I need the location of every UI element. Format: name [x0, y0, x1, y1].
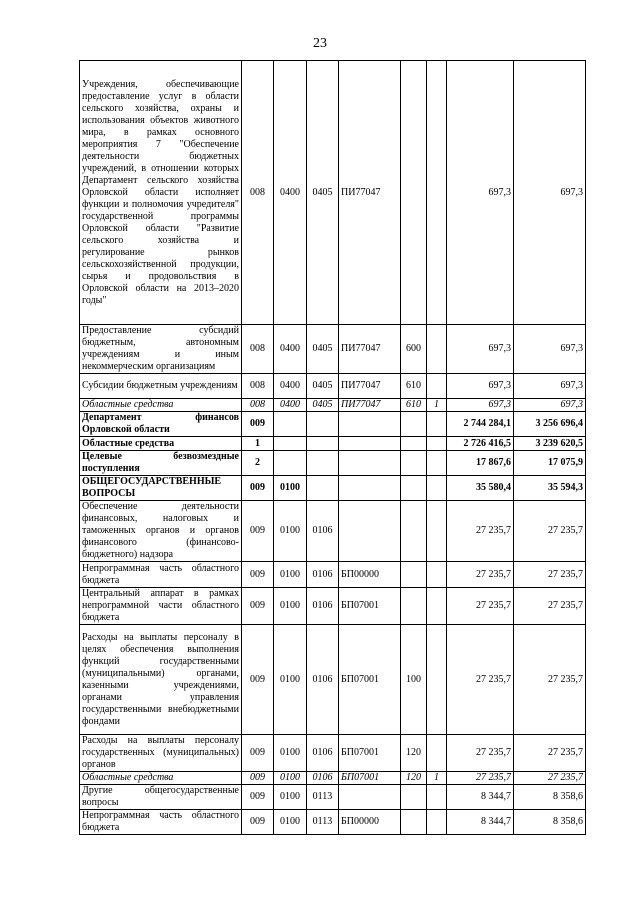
cell-section: 0100: [274, 735, 307, 772]
cell-section: [274, 412, 307, 437]
cell-section: [274, 437, 307, 451]
cell-section: 0100: [274, 785, 307, 810]
cell-funding-source: [427, 785, 447, 810]
cell-section: 0100: [274, 501, 307, 562]
row-name: Непрограммная часть областного бюджета: [80, 810, 242, 835]
row-name: Расходы на выплаты персоналу государственных (муниципальных) органов: [80, 735, 242, 772]
cell-subsection: 0405: [307, 399, 339, 412]
row-name: Учреждения, обеспечивающие предоставление услуг в области сельского хозяйства, охраны и использования объектов животного мира, в рамках основного мероприятия 7 "Обеспечение деятельности бюджетных учреждений, в отношении которых Департамент сельского хозяйства Орловской области исполняет функции и полномочия учредителя" государственной программы Орловской области "Развитие сельского хозяйства и регулирование рынков сельскохозяйственной продукции, сырья и продовольствия в Орловской области на 2013–2020 годы": [80, 61, 242, 325]
cell-target-article: БП07001: [339, 625, 401, 735]
cell-subsection: 0405: [307, 61, 339, 325]
cell-grbs: 008: [242, 325, 274, 374]
cell-amount-year1: 8 344,7: [447, 785, 514, 810]
cell-target-article: БП00000: [339, 562, 401, 588]
cell-subsection: [307, 451, 339, 476]
cell-grbs: 009: [242, 772, 274, 785]
cell-target-article: [339, 412, 401, 437]
cell-section: 0100: [274, 625, 307, 735]
cell-target-article: БП00000: [339, 810, 401, 835]
cell-target-article: ПИ77047: [339, 325, 401, 374]
table-row: [80, 451, 586, 476]
table-row: [80, 625, 586, 735]
cell-expense-type: [401, 412, 427, 437]
row-name: Областные средства: [80, 399, 242, 412]
cell-target-article: ПИ77047: [339, 399, 401, 412]
cell-amount-year1: 27 235,7: [447, 588, 514, 625]
cell-target-article: БП07001: [339, 735, 401, 772]
cell-expense-type: [401, 810, 427, 835]
cell-grbs: 008: [242, 399, 274, 412]
cell-subsection: 0106: [307, 735, 339, 772]
cell-amount-year2: 697,3: [514, 399, 586, 412]
cell-subsection: 0106: [307, 772, 339, 785]
cell-funding-source: [427, 437, 447, 451]
cell-section: 0100: [274, 772, 307, 785]
row-name: Обеспечение деятельности финансовых, налоговых и таможенных органов и органов финансового (финансово-бюджетного) надзора: [80, 501, 242, 562]
cell-amount-year1: 27 235,7: [447, 735, 514, 772]
cell-grbs: 009: [242, 810, 274, 835]
cell-grbs: 008: [242, 61, 274, 325]
cell-subsection: 0405: [307, 325, 339, 374]
cell-funding-source: [427, 476, 447, 501]
cell-expense-type: [401, 562, 427, 588]
cell-grbs: 009: [242, 588, 274, 625]
cell-section: 0400: [274, 61, 307, 325]
row-name: Департамент финансов Орловской области: [80, 412, 242, 437]
cell-funding-source: [427, 374, 447, 399]
cell-grbs: 009: [242, 476, 274, 501]
cell-expense-type: [401, 437, 427, 451]
cell-amount-year1: 17 867,6: [447, 451, 514, 476]
cell-amount-year1: 2 726 416,5: [447, 437, 514, 451]
cell-section: 0400: [274, 325, 307, 374]
budget-table: [79, 60, 586, 835]
cell-amount-year2: 697,3: [514, 61, 586, 325]
cell-funding-source: [427, 562, 447, 588]
cell-amount-year1: 697,3: [447, 325, 514, 374]
cell-subsection: 0106: [307, 588, 339, 625]
cell-funding-source: [427, 501, 447, 562]
cell-amount-year2: 8 358,6: [514, 785, 586, 810]
cell-subsection: 0113: [307, 810, 339, 835]
page-number: 23: [313, 36, 327, 51]
row-name: Другие общегосударственные вопросы: [80, 785, 242, 810]
table-row: [80, 399, 586, 412]
cell-section: 0100: [274, 810, 307, 835]
table-row: [80, 412, 586, 437]
cell-amount-year1: 8 344,7: [447, 810, 514, 835]
cell-target-article: [339, 785, 401, 810]
cell-amount-year2: 17 075,9: [514, 451, 586, 476]
row-name: Непрограммная часть областного бюджета: [80, 562, 242, 588]
cell-section: 0100: [274, 588, 307, 625]
cell-subsection: 0113: [307, 785, 339, 810]
cell-section: 0100: [274, 476, 307, 501]
table-row: [80, 810, 586, 835]
table-row: [80, 374, 586, 399]
cell-expense-type: [401, 61, 427, 325]
table-row: [80, 785, 586, 810]
row-name: Областные средства: [80, 437, 242, 451]
table-row: [80, 501, 586, 562]
cell-amount-year1: 27 235,7: [447, 625, 514, 735]
cell-funding-source: [427, 61, 447, 325]
cell-target-article: [339, 437, 401, 451]
cell-expense-type: [401, 501, 427, 562]
cell-funding-source: [427, 588, 447, 625]
cell-target-article: ПИ77047: [339, 61, 401, 325]
cell-grbs: 2: [242, 451, 274, 476]
cell-section: 0400: [274, 399, 307, 412]
cell-expense-type: 100: [401, 625, 427, 735]
cell-subsection: 0106: [307, 562, 339, 588]
table-row: [80, 772, 586, 785]
cell-section: [274, 451, 307, 476]
cell-amount-year1: 697,3: [447, 374, 514, 399]
cell-funding-source: [427, 735, 447, 772]
cell-subsection: 0405: [307, 374, 339, 399]
cell-grbs: 009: [242, 735, 274, 772]
row-name: Центральный аппарат в рамках непрограммной части областного бюджета: [80, 588, 242, 625]
cell-expense-type: 120: [401, 735, 427, 772]
cell-amount-year1: 697,3: [447, 399, 514, 412]
cell-amount-year2: 27 235,7: [514, 562, 586, 588]
row-name: Расходы на выплаты персоналу в целях обеспечения выполнения функций государственными (муниципальными) органами, казенными учреждениями, органами управления государственными внебюджетными фондами: [80, 625, 242, 735]
cell-target-article: [339, 476, 401, 501]
cell-target-article: БП07001: [339, 588, 401, 625]
cell-expense-type: [401, 476, 427, 501]
cell-amount-year1: 27 235,7: [447, 772, 514, 785]
table-row: [80, 437, 586, 451]
cell-grbs: 009: [242, 501, 274, 562]
cell-funding-source: [427, 810, 447, 835]
cell-grbs: 009: [242, 412, 274, 437]
cell-funding-source: 1: [427, 399, 447, 412]
table-row: [80, 476, 586, 501]
cell-expense-type: 610: [401, 374, 427, 399]
cell-amount-year1: 2 744 284,1: [447, 412, 514, 437]
cell-subsection: 0106: [307, 625, 339, 735]
cell-grbs: 009: [242, 785, 274, 810]
table-row: [80, 588, 586, 625]
cell-expense-type: 610: [401, 399, 427, 412]
cell-grbs: 1: [242, 437, 274, 451]
cell-expense-type: [401, 451, 427, 476]
row-name: Областные средства: [80, 772, 242, 785]
table-row: [80, 735, 586, 772]
cell-target-article: БП07001: [339, 772, 401, 785]
cell-amount-year2: 27 235,7: [514, 772, 586, 785]
cell-amount-year2: 27 235,7: [514, 735, 586, 772]
cell-amount-year2: 3 239 620,5: [514, 437, 586, 451]
table-row: [80, 61, 586, 325]
cell-amount-year2: 3 256 696,4: [514, 412, 586, 437]
table-row: [80, 325, 586, 374]
cell-subsection: [307, 412, 339, 437]
cell-grbs: 009: [242, 562, 274, 588]
cell-amount-year1: 27 235,7: [447, 562, 514, 588]
cell-subsection: [307, 437, 339, 451]
cell-expense-type: [401, 785, 427, 810]
row-name: Целевые безвозмездные поступления: [80, 451, 242, 476]
cell-funding-source: [427, 625, 447, 735]
cell-subsection: [307, 476, 339, 501]
cell-amount-year2: 8 358,6: [514, 810, 586, 835]
cell-expense-type: 120: [401, 772, 427, 785]
row-name: ОБЩЕГОСУДАРСТВЕННЫЕ ВОПРОСЫ: [80, 476, 242, 501]
cell-funding-source: [427, 451, 447, 476]
cell-grbs: 009: [242, 625, 274, 735]
cell-amount-year1: 697,3: [447, 61, 514, 325]
cell-funding-source: 1: [427, 772, 447, 785]
cell-amount-year2: 697,3: [514, 325, 586, 374]
cell-section: 0400: [274, 374, 307, 399]
cell-amount-year2: 35 594,3: [514, 476, 586, 501]
cell-target-article: [339, 451, 401, 476]
cell-amount-year2: 697,3: [514, 374, 586, 399]
cell-expense-type: [401, 588, 427, 625]
cell-expense-type: 600: [401, 325, 427, 374]
cell-amount-year2: 27 235,7: [514, 501, 586, 562]
cell-subsection: 0106: [307, 501, 339, 562]
cell-section: 0100: [274, 562, 307, 588]
table-row: [80, 562, 586, 588]
cell-funding-source: [427, 412, 447, 437]
row-name: Предоставление субсидий бюджетным, автономным учреждениям и иным некоммерческим организациям: [80, 325, 242, 374]
cell-target-article: ПИ77047: [339, 374, 401, 399]
row-name: Субсидии бюджетным учреждениям: [80, 374, 242, 399]
cell-target-article: [339, 501, 401, 562]
cell-amount-year2: 27 235,7: [514, 625, 586, 735]
cell-amount-year2: 27 235,7: [514, 588, 586, 625]
cell-amount-year1: 27 235,7: [447, 501, 514, 562]
cell-grbs: 008: [242, 374, 274, 399]
cell-amount-year1: 35 580,4: [447, 476, 514, 501]
cell-funding-source: [427, 325, 447, 374]
